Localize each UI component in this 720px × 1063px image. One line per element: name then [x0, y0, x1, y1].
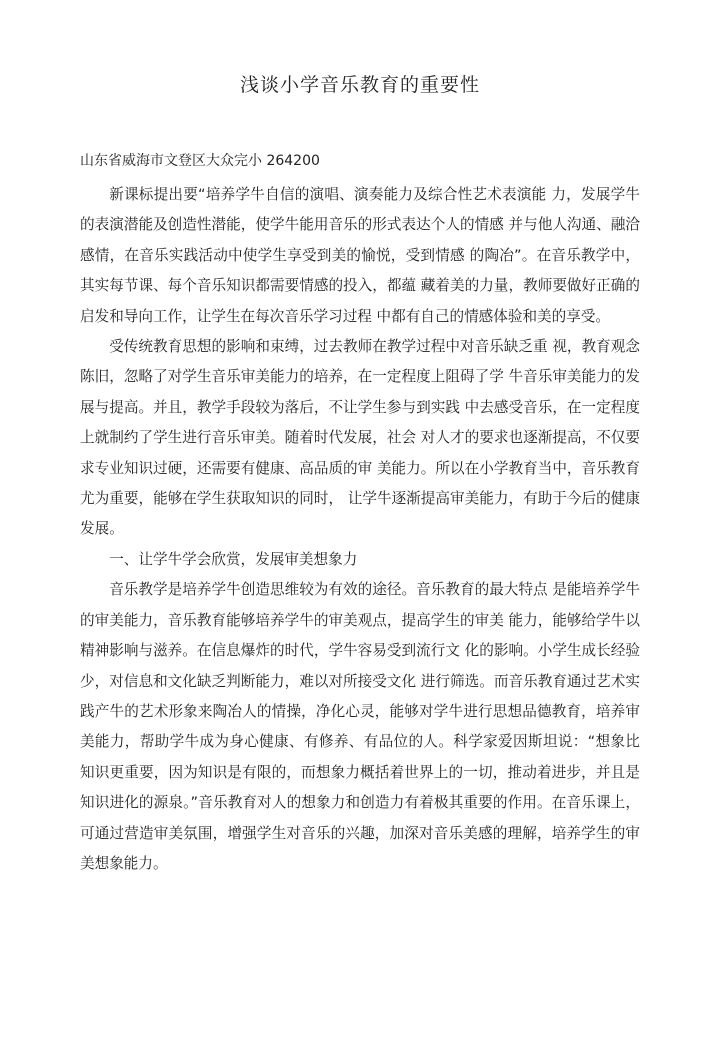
author-affiliation: 山东省威海市文登区大众完小 264200 — [80, 153, 320, 169]
document-body — [80, 180, 640, 879]
section-heading: 一、让学牛学会欣赏，发展审美想象力 — [109, 550, 358, 568]
paragraph: 音乐教学是培养学牛创造思维较为有效的途径。音乐教育的最大特点 是能培养学牛的审美能力，音乐教育能够培养学牛的审美观点，提高学生的审美 能力，能够给学牛以精神影响与滋养。在信息爆炸的时代，学牛容易受到流行文 化的影响。小学生成长经验少，对信息和文化缺乏判断能力，难以对所接受文化 进行筛选。而音乐教育通过艺术实践产牛的艺术形象来陶冶人的情操，净化心灵，能够对学牛进行思想品德教育，培养审美能力，帮助学牛成为身心健康、有修养、有品位的人。科学家爱因斯坦说：“想象比知识更重要，因为知识是有限的，而想象力概括着世界上的一切，推动着进步，并且是知识进化的源泉。”音乐教育对人的想象力和创造力有着极其重要的作用。在音乐课上，可通过营造审美氛围，增强学生对音乐的兴趣，加深对音乐美感的理解，培养学生的审美想象能力。 — [80, 581, 640, 872]
paragraph: 受传统教育思想的影响和束缚，过去教师在教学过程中对音乐缺乏重 视，教育观念陈旧，忽略了对学生音乐审美能力的培养，在一定程度上阻碍了学 牛音乐审美能力的发展与提高。并且，教学手段较为落后，不让学生参与到实践 中去感受音乐，在一定程度上就制约了学生进行音乐审美。随着时代发展，社会 对人才的要求也逐渐提高，不仅要求专业知识过硬，还需要有健康、高品质的审 美能力。所以在小学教育当中，音乐教育尤为重要，能够在学生获取知识的同时， 让学牛逐渐提高审美能力，有助于今后的健康发展。 — [80, 338, 640, 538]
document-title: 浅谈小学音乐教育的重要性 — [239, 74, 480, 96]
paragraph: 新课标提出要“培养学牛自信的演唱、演奏能力及综合性艺术表演能 力，发展学牛的表演潜能及创造性潜能，使学牛能用音乐的形式表达个人的情感 并与他人沟通、融洽感情，在音乐实践活动中使学生享受到美的愉悦，受到情感 的陶冶”。在音乐教学中，其实每节课、每个音乐知识都需要情感的投入，都蕴 藏着美的力量，教师要做好正确的启发和导向工作，让学生在每次音乐学习过程 中都有自己的情感体验和美的享受。 — [80, 186, 640, 325]
